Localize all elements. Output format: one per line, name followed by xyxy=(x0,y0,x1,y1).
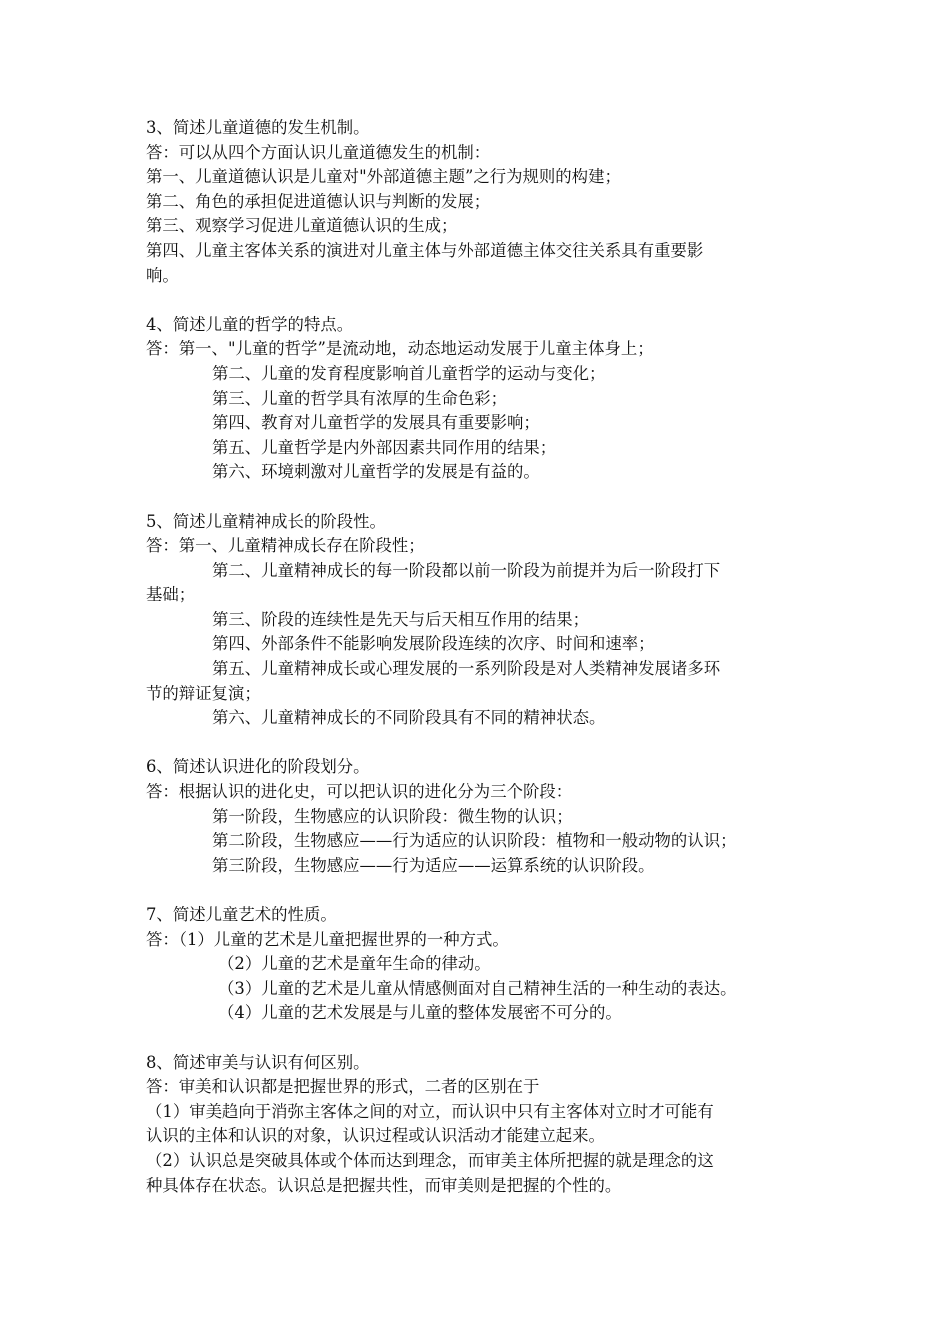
answer-line: 第一阶段，生物感应的认识阶段：微生物的认识； xyxy=(212,806,573,826)
answer-line: 答：第一、"儿童的哲学”是流动地，动态地运动发展于儿童主体身上； xyxy=(146,339,654,359)
answer-line: 第六、儿童精神成长的不同阶段具有不同的精神状态。 xyxy=(212,708,606,728)
answer-line: 基础； xyxy=(146,585,196,605)
answer-line: 第二、儿童的发育程度影响首儿童哲学的运动与变化； xyxy=(212,363,606,383)
answer-line: 第一、儿童道德认识是儿童对"外部道德主题”之行为规则的构建； xyxy=(146,167,621,187)
answer-line: 第五、儿童哲学是内外部因素共同作用的结果； xyxy=(212,437,557,457)
document-page xyxy=(146,116,826,1198)
answer-line: （2）儿童的艺术是童年生命的律动。 xyxy=(218,954,491,974)
answer-line: 答：可以从四个方面认识儿童道德发生的机制： xyxy=(146,142,491,162)
question-8 xyxy=(146,1051,826,1199)
question-title: 4、简述儿童的哲学的特点。 xyxy=(146,314,354,334)
answer-line: 答：根据认识的进化史，可以把认识的进化分为三个阶段： xyxy=(146,782,573,802)
answer-line: 答：（1）儿童的艺术是儿童把握世界的一种方式。 xyxy=(146,929,509,949)
question-title: 7、简述儿童艺术的性质。 xyxy=(146,905,337,924)
answer-line: 第二、角色的承担促进道德认识与判断的发展； xyxy=(146,191,491,211)
answer-line: 第三、儿童的哲学具有浓厚的生命色彩； xyxy=(212,388,508,408)
question-6 xyxy=(146,755,826,878)
question-title: 5、简述儿童精神成长的阶段性。 xyxy=(146,511,386,531)
spacer xyxy=(146,485,826,510)
question-title: 3、简述儿童道德的发生机制。 xyxy=(146,118,370,137)
answer-line: 第四、教育对儿童哲学的发展具有重要影响； xyxy=(212,413,540,433)
answer-line: 第四、外部条件不能影响发展阶段连续的次序、时间和速率； xyxy=(212,634,655,654)
answer-line: 答：第一、儿童精神成长存在阶段性； xyxy=(146,536,425,556)
spacer xyxy=(146,731,826,756)
answer-line: 响。 xyxy=(146,265,179,285)
answer-line: 第三阶段，生物感应——行为适应——运算系统的认识阶段。 xyxy=(212,855,655,875)
answer-line: 第五、儿童精神成长或心理发展的一系列阶段是对人类精神发展诸多环 xyxy=(212,659,721,679)
question-title: 8、简述审美与认识有何区别。 xyxy=(146,1052,370,1072)
question-4 xyxy=(146,313,826,485)
question-3 xyxy=(146,116,826,288)
answer-line: 第三、观察学习促进儿童道德认识的生成； xyxy=(146,216,458,236)
answer-line: （4）儿童的艺术发展是与儿童的整体发展密不可分的。 xyxy=(218,1003,622,1023)
answer-line: 第三、阶段的连续性是先天与后天相互作用的结果； xyxy=(212,609,589,629)
answer-line: （2）认识总是突破具体或个体而达到理念，而审美主体所把握的就是理念的这 xyxy=(146,1150,714,1170)
answer-line: 第四、儿童主客体关系的演进对儿童主体与外部道德主体交往关系具有重要影 xyxy=(146,240,704,260)
answer-line: 第二、儿童精神成长的每一阶段都以前一阶段为前提并为后一阶段打下 xyxy=(212,560,721,580)
answer-line: 答：审美和认识都是把握世界的形式，二者的区别在于 xyxy=(146,1077,540,1097)
answer-line: 第六、环境刺激对儿童哲学的发展是有益的。 xyxy=(212,462,540,482)
answer-line: （3）儿童的艺术是儿童从情感侧面对自己精神生活的一种生动的表达。 xyxy=(218,978,737,998)
answer-line: 第二阶段，生物感应——行为适应的认识阶段：植物和一般动物的认识； xyxy=(212,831,737,851)
spacer xyxy=(146,1026,826,1051)
answer-line: （1）审美趋向于消弥主客体之间的对立，而认识中只有主客体对立时才可能有 xyxy=(146,1101,714,1121)
question-title: 6、简述认识进化的阶段划分。 xyxy=(146,757,370,777)
spacer xyxy=(146,288,826,313)
spacer xyxy=(146,878,826,903)
answer-line: 节的辩证复演； xyxy=(146,683,261,703)
answer-line: 认识的主体和认识的对象，认识过程或认识活动才能建立起来。 xyxy=(146,1126,605,1146)
question-5 xyxy=(146,510,826,731)
question-7 xyxy=(146,903,826,1026)
answer-line: 种具体存在状态。认识总是把握共性，而审美则是把握的个性的。 xyxy=(146,1175,622,1195)
